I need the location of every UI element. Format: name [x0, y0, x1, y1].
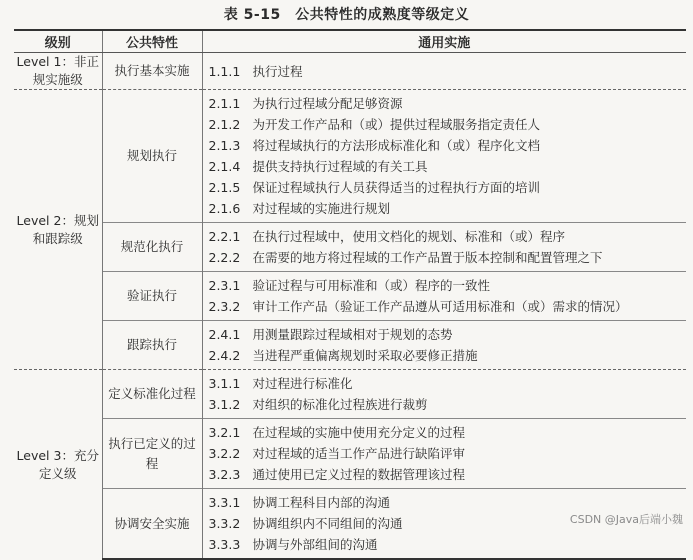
- practice-number: 2.1.5: [208, 180, 241, 195]
- practice-number: 2.1.4: [208, 159, 241, 174]
- feature-cell: 定义标准化过程: [102, 370, 202, 419]
- practice-text: 用测量跟踪过程域相对于规划的态势: [252, 327, 453, 342]
- practice-text: 通过使用已定义过程的数据管理该过程: [252, 467, 466, 482]
- practice-number: 3.1.1: [208, 376, 241, 391]
- practice-cell: [202, 370, 686, 419]
- practice-item: [209, 275, 681, 296]
- practice-text: 在执行过程域中，使用文档化的规划、标准和（或）程序: [252, 229, 566, 244]
- practice-cell: [202, 223, 686, 272]
- practice-cell: [202, 90, 686, 223]
- feature-cell: 规划执行: [102, 90, 202, 223]
- maturity-level-table: [14, 29, 686, 560]
- practice-number: 2.1.2: [208, 117, 241, 132]
- table-title: 表 5-15 公共特性的成熟度等级定义: [223, 7, 470, 23]
- practice-item: [209, 464, 681, 485]
- practice-text: 对组织的标准化过程族进行裁剪: [252, 397, 428, 412]
- practice-item: [209, 534, 681, 555]
- practice-item: [209, 93, 681, 114]
- practice-number: 2.2.2: [208, 250, 241, 265]
- practice-item: [209, 324, 681, 345]
- practice-text: 协调工程科目内部的沟通: [252, 495, 391, 510]
- header-row: [14, 30, 686, 53]
- practice-number: 2.4.2: [208, 348, 241, 363]
- practice-text: 审计工作产品（验证工作产品遵从可适用标准和（或）需求的情况）: [252, 299, 628, 314]
- practice-number: 3.3.2: [208, 516, 241, 531]
- practice-text: 协调组织内不同组间的沟通: [252, 516, 403, 531]
- practice-text: 在需要的地方将过程域的工作产品置于版本控制和配置管理之下: [252, 250, 603, 265]
- feature-cell: 执行基本实施: [102, 53, 202, 90]
- table-row: [14, 321, 686, 370]
- practice-number: 3.3.1: [208, 495, 241, 510]
- feature-cell: 跟踪执行: [102, 321, 202, 370]
- practice-number: 3.3.3: [208, 537, 241, 552]
- header-practice: 通用实施: [202, 30, 686, 53]
- header-feature: 公共特性: [102, 30, 202, 53]
- practice-number: 3.1.2: [208, 397, 241, 412]
- practice-text: 为执行过程域分配足够资源: [252, 96, 403, 111]
- header-level: 级别: [14, 30, 102, 53]
- practice-number: 1.1.1: [208, 63, 241, 79]
- watermark: CSDN @Java后端小魏: [569, 513, 683, 526]
- practice-item: [209, 156, 681, 177]
- practice-text: 为开发工作产品和（或）提供过程域服务指定责任人: [252, 117, 541, 132]
- practice-item: [209, 373, 681, 394]
- practice-item: [209, 114, 681, 135]
- table-row: [14, 53, 686, 90]
- practice-cell: [202, 419, 686, 489]
- feature-cell: 执行已定义的过程: [102, 419, 202, 489]
- practice-item: [209, 177, 681, 198]
- practice-text: 在过程域的实施中使用充分定义的过程: [252, 425, 466, 440]
- practice-text: 协调与外部组间的沟通: [252, 537, 378, 552]
- feature-cell: 验证执行: [102, 272, 202, 321]
- practice-number: 2.1.1: [208, 96, 241, 111]
- practice-item: [209, 443, 681, 464]
- practice-text: 对过程进行标准化: [252, 376, 353, 391]
- practice-text: 执行过程: [252, 63, 303, 79]
- practice-item: [209, 61, 681, 82]
- practice-text: 将过程域执行的方法形成标准化和（或）程序化文档: [252, 138, 541, 153]
- practice-number: 2.1.6: [208, 201, 241, 216]
- practice-number: 2.3.2: [208, 299, 241, 314]
- practice-number: 2.4.1: [208, 327, 241, 342]
- practice-cell: [202, 53, 686, 90]
- practice-cell: [202, 321, 686, 370]
- practice-cell: [202, 272, 686, 321]
- practice-text: 保证过程域执行人员获得适当的过程执行方面的培训: [252, 180, 541, 195]
- practice-text: 对过程域的适当工作产品进行缺陷评审: [252, 446, 466, 461]
- practice-number: 3.2.2: [208, 446, 241, 461]
- level-cell: Level 3：充分定义级: [14, 370, 102, 560]
- practice-item: [209, 345, 681, 366]
- practice-item: [209, 247, 681, 268]
- practice-text: 提供支持执行过程域的有关工具: [252, 159, 428, 174]
- practice-item: [209, 226, 681, 247]
- practice-number: 2.1.3: [208, 138, 241, 153]
- table-row: [14, 90, 686, 223]
- table-row: [14, 419, 686, 489]
- level-cell: Level 2：规划和跟踪级: [14, 90, 102, 370]
- practice-number: 3.2.3: [208, 467, 241, 482]
- practice-item: [209, 492, 681, 513]
- feature-cell: 协调安全实施: [102, 489, 202, 560]
- table-row: [14, 223, 686, 272]
- feature-cell: 规范化执行: [102, 223, 202, 272]
- practice-number: 3.2.1: [208, 425, 241, 440]
- table-row: [14, 370, 686, 419]
- practice-number: 2.2.1: [208, 229, 241, 244]
- practice-item: [209, 135, 681, 156]
- practice-text: 验证过程与可用标准和（或）程序的一致性: [252, 278, 491, 293]
- practice-item: [209, 296, 681, 317]
- table-row: [14, 272, 686, 321]
- practice-text: 当进程严重偏离规划时采取必要修正措施: [252, 348, 478, 363]
- practice-number: 2.3.1: [208, 278, 241, 293]
- practice-item: [209, 198, 681, 219]
- practice-item: [209, 422, 681, 443]
- level-cell: Level 1：非正规实施级: [16, 54, 99, 87]
- practice-item: [209, 394, 681, 415]
- practice-text: 对过程域的实施进行规划: [252, 201, 391, 216]
